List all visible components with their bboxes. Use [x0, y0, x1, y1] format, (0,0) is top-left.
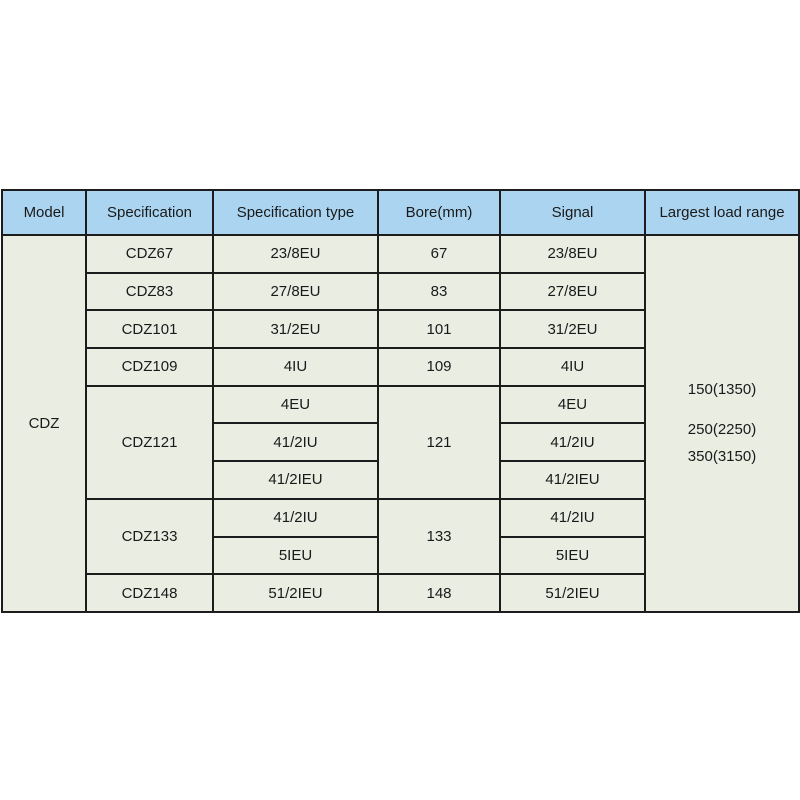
signal-cell: 41/2IU [500, 499, 645, 537]
load-range-line: 250(2250) [687, 421, 757, 439]
specification-cell: CDZ133 [86, 499, 213, 574]
spec-type-cell: 4IU [213, 348, 378, 386]
specification-cell: CDZ101 [86, 310, 213, 348]
header-cell-specification-type: Specification type [213, 190, 378, 235]
specification-cell: CDZ83 [86, 273, 213, 311]
spec-type-cell: 5IEU [213, 537, 378, 575]
spec-type-cell: 41/2IEU [213, 461, 378, 499]
load-range-values [646, 376, 798, 470]
signal-cell: 4IU [500, 348, 645, 386]
signal-cell: 27/8EU [500, 273, 645, 311]
signal-cell: 51/2IEU [500, 574, 645, 612]
signal-cell: 4EU [500, 386, 645, 424]
signal-cell: 23/8EU [500, 235, 645, 273]
signal-cell: 41/2IU [500, 423, 645, 461]
header-cell-bore: Bore(mm) [378, 190, 500, 235]
header-cell-signal: Signal [500, 190, 645, 235]
bore-cell: 67 [378, 235, 500, 273]
bore-cell: 83 [378, 273, 500, 311]
load-range-cell [645, 235, 799, 612]
bore-cell: 133 [378, 499, 500, 574]
model-cell: CDZ [2, 235, 86, 612]
bore-cell: 121 [378, 386, 500, 499]
specification-cell: CDZ67 [86, 235, 213, 273]
bore-cell: 109 [378, 348, 500, 386]
spec-type-cell: 4EU [213, 386, 378, 424]
spec-type-cell: 23/8EU [213, 235, 378, 273]
load-range-line: 350(3150) [687, 448, 757, 466]
specification-cell: CDZ148 [86, 574, 213, 612]
header-cell-load-range: Largest load range [645, 190, 799, 235]
spec-type-cell: 41/2IU [213, 499, 378, 537]
specification-cell: CDZ121 [86, 386, 213, 499]
spec-type-cell: 31/2EU [213, 310, 378, 348]
signal-cell: 41/2IEU [500, 461, 645, 499]
bore-cell: 101 [378, 310, 500, 348]
load-range-line: 150(1350) [687, 381, 757, 399]
header-row [2, 190, 799, 235]
spec-type-cell: 27/8EU [213, 273, 378, 311]
specification-cell: CDZ109 [86, 348, 213, 386]
header-cell-model: Model [2, 190, 86, 235]
spec-table [1, 189, 800, 613]
signal-cell: 5IEU [500, 537, 645, 575]
bore-cell: 148 [378, 574, 500, 612]
signal-cell: 31/2EU [500, 310, 645, 348]
spec-type-cell: 41/2IU [213, 423, 378, 461]
header-cell-specification: Specification [86, 190, 213, 235]
spec-type-cell: 51/2IEU [213, 574, 378, 612]
table-row [2, 235, 799, 273]
